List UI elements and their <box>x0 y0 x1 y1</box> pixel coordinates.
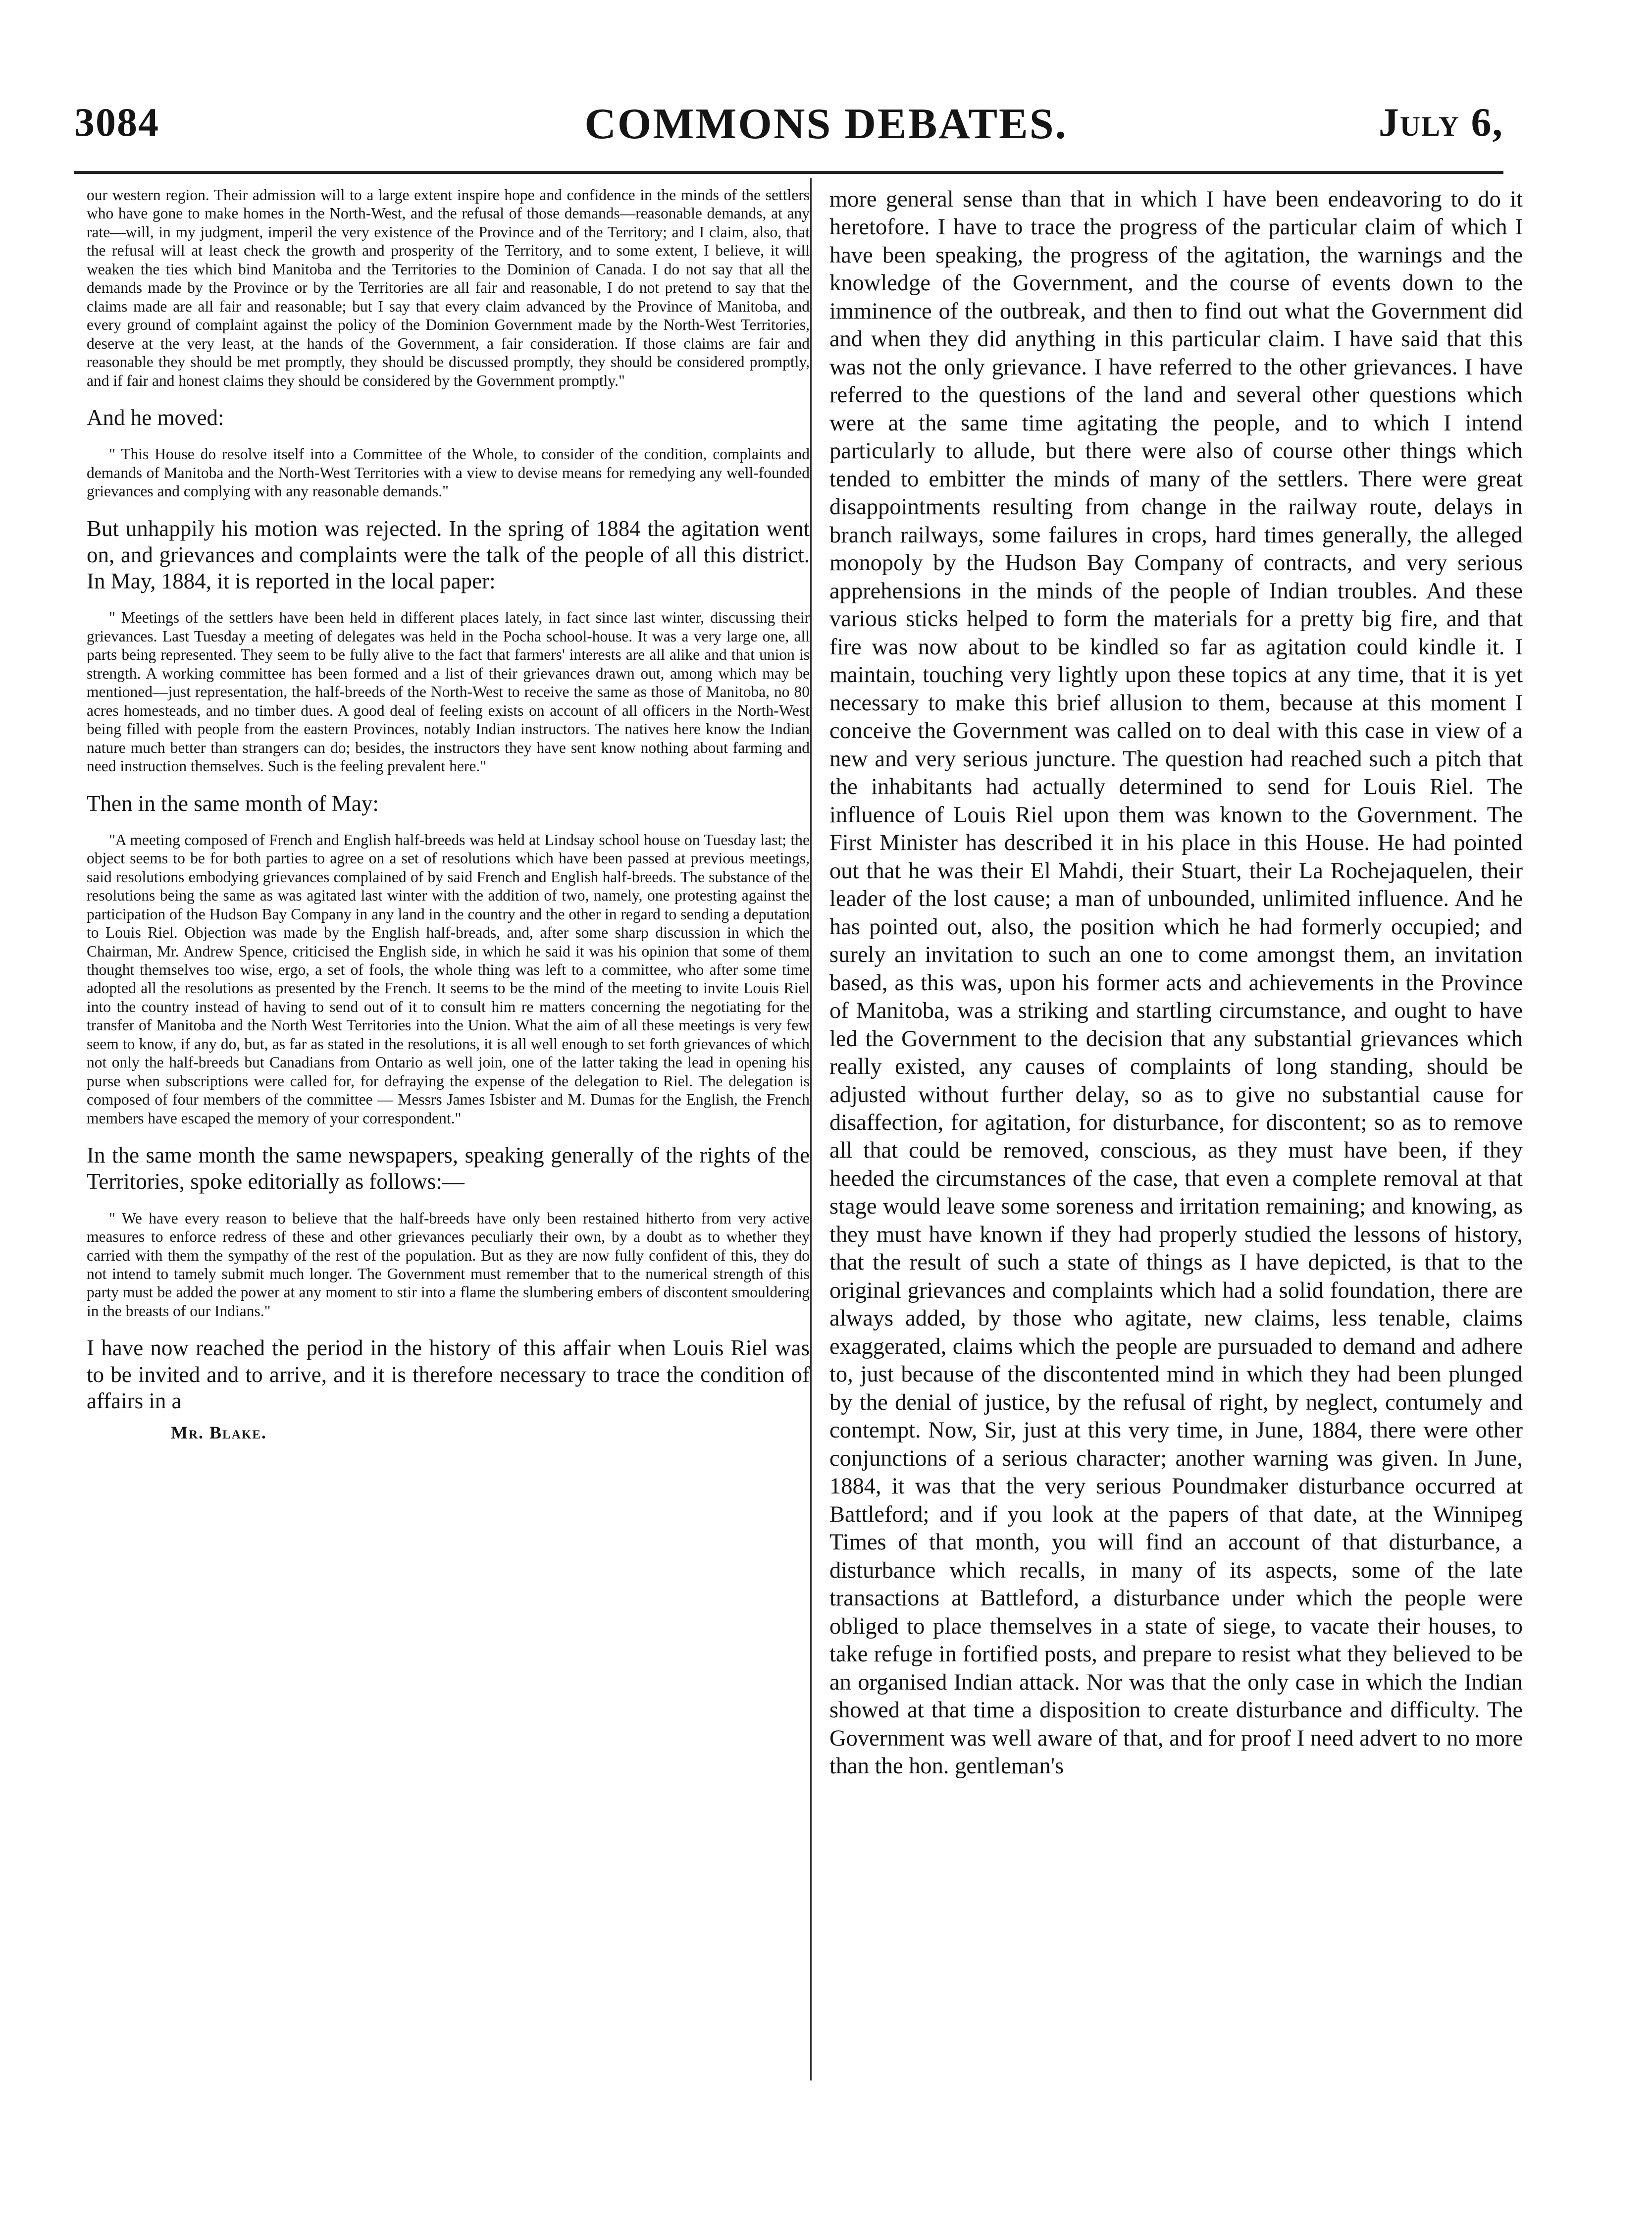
right-column <box>829 186 1523 1795</box>
quote-block: " We have every reason to believe that the half-breeds have only been restained hitherto from very active measures to enforce redress of these and other grievances peculiarly their own, by a doubt as to whether they carried with them the sympathy of the rest of the population. But as they are now fully confident of this, they do not intend to tamely submit much longer. The Government must remember that to the numerical strength of this party must be added the power at any moment to stir into a flame the slumbering embers of discontent smouldering in the breasts of our Indians." <box>87 1209 810 1320</box>
running-title: COMMONS DEBATES. <box>584 100 1068 148</box>
column-divider <box>810 178 812 2080</box>
body-paragraph: But unhappily his motion was rejected. In the spring of 1884 the agitation went on, and grievances and complaints were the talk of the people of all this district. In May, 1884, it is reported in the local paper: <box>87 516 810 594</box>
body-paragraph: more general sense than that in which I have been endeavoring to do it heretofore. I have to trace the progress of the particular claim of which I have been speaking, the progress of the agitation, the warnings and the knowledge of the Government, and the course of events down to the imminence of the outbreak, and then to find out what the Government did and when they did anything in this particular claim. I have said that this was not the only grievance. I have referred to the other grievances. I have referred to the questions of the land and several other questions which were at the same time agitating the people, and to which I intend particularly to allude, but there were also of course other things which tended to embitter the minds of many of the settlers. There were great disappointments resulting from change in the railway route, delays in branch railways, some failures in crops, hard times generally, the alleged monopoly by the Hudson Bay Company of contracts, and very serious apprehensions in the minds of the people of Indian troubles. And these various sticks helped to form the materials for a pretty big fire, and that fire was now about to be kindled so far as agitation could kindle it. I maintain, touching very lightly upon these topics at any time, that it is yet necessary to make this brief allusion to them, because at this moment I conceive the Government was called on to deal with this case in view of a new and very serious juncture. The question had reached such a pitch that the inhabitants had actually determined to send for Louis Riel. The influence of Louis Riel upon them was known to the Government. The First Minister has described it in his place in this House. He had pointed out that he was their El Mahdi, their Stuart, their La Rochejaquelen, their leader of the lost cause; a man of unbounded, unlimited influence. And he has pointed out, also, the position which he had formerly occupied; and surely an invitation to such an one to come amongst them, an invitation based, as this was, upon his former acts and achievements in the Province of Manitoba, was a striking and startling circumstance, and ought to have led the Government to the decision that any substantial grievances which really existed, any causes of complaints of long standing, should be adjusted without further delay, so as to give no substantial cause for disaffection, for agitation, for disturbance, for discontent; so as to remove all that could be removed, conscious, as they must have been, if they heeded the circumstances of the case, that even a complete removal at that stage would leave some soreness and irritation remaining; and knowing, as they must have known if they had properly studied the lessons of history, that the result of such a state of things as I have depicted, is that to the original grievances and complaints which had a solid foundation, there are always added, by those who agitate, new claims, less tenable, claims exaggerated, claims which the people are pursuaded to demand and adhere to, just because of the discontented mind in which they had been plunged by the denial of justice, by the refusal of right, by neglect, contumely and contempt. Now, Sir, just at this very time, in June, 1884, there were other conjunctions of a serious character; another warning was given. In June, 1884, it was that the very serious Poundmaker disturbance occurred at Battleford; and if you look at the papers of that date, at the Winnipeg Times of that month, you will find an account of that disturbance, a disturbance which recalls, in many of its aspects, some of the late transactions at Battleford, a disturbance under which the people were obliged to place themselves in a state of siege, to vacate their houses, to take refuge in fortified posts, and prepare to resist what they believed to be an organised Indian attack. Nor was that the only case in which the Indian showed at that time a disposition to create disturbance and difficulty. The Government was well aware of that, and for proof I need advert to no more than the hon. gentleman's <box>829 187 1523 1779</box>
body-paragraph: I have now reached the period in the history of this affair when Louis Riel was to be invited and to arrive, and it is therefore necessary to trace the condition of affairs in a <box>87 1335 810 1413</box>
page-date: July 6, <box>1378 100 1503 145</box>
body-paragraph: Then in the same month of May: <box>87 791 379 816</box>
quote-block: " Meetings of the settlers have been held in different places lately, in fact since last winter, discussing their grievances. Last Tuesday a meeting of delegates was held in the Pocha school-house. It was a very large one, all parts being represented. They seem to be fully alive to the fact that farmers' interests are all alike and that union is strength. A working committee has been formed and a list of their grievances drawn out, among which may be mentioned—just representation, the half-breeds of the North-West to receive the same as those of Manitoba, no 80 acres homesteads, and no timber dues. A good deal of feeling exists on account of all officers in the North-West being filled with people from the eastern Provinces, notably Indian instructors. The natives here know the Indian nature much better than strangers can do; besides, the instructors they have sent know nothing about farming and need instruction themselves. Such is the feeling prevalent here." <box>87 609 810 775</box>
page-number: 3084 <box>74 100 159 145</box>
page-header <box>0 99 1652 163</box>
quote-block: our western region. Their admission will to a large extent inspire hope and confidence in the minds of the settlers who have gone to make homes in the North-West, and the refusal of those demands—reasonable demands, at any rate—will, in my judgment, imperil the very existence of the Province and of the Territory; and I claim, also, that the refusal will at least check the growth and prosperity of the Territory, and to some extent, I believe, it will weaken the ties which bind Manitoba and the Territories to the Dominion of Canada. I do not say that all the demands made by the Province or by the Territories are all fair and reasonable, I do not pretend to say that the claims made are all fair and reasonable; but I say that every claim advanced by the Province of Manitoba, and every ground of complaint against the policy of the Dominion Government made by the North-West Territories, deserve at the very least, at the hands of the Government, a fair consideration. If those claims are fair and reasonable they should be met promptly, they should be discussed promptly, they should be considered promptly, and if fair and honest claims they should be considered by the Government promptly." <box>87 186 810 389</box>
header-rule <box>74 171 1503 174</box>
quote-block: "A meeting composed of French and English half-breeds was held at Lindsay school house on Tuesday last; the object seems to be for both parties to agree on a set of resolutions which have been passed at previous meetings, said resolutions embodying grievances complained of by said French and English half-breeds. The substance of the resolutions being the same as was agitated last winter with the addition of two, namely, one protesting against the participation of the Hudson Bay Company in any land in the country and the other in regard to sending a deputation to Louis Riel. Objection was made by the English half-breads, and, after some sharp discussion in which the Chairman, Mr. Andrew Spence, criticised the English side, in which he said it was his opinion that some of them thought themselves too wise, ergo, a set of fools, the whole thing was left to a committee, who after some time adopted all the resolutions as presented by the French. It seems to be the mind of the meeting to invite Louis Riel into the country instead of having to send out of it to consult him re matters concerning the negotiating for the transfer of Manitoba and the North West Territories into the Union. What the aim of all these meetings is very few seem to know, if any do, but, as far as stated in the resolutions, it is all well enough to set forth grievances of which not only the half-breeds but Canadians from Ontario as well join, one of the latter taking the lead in opening his purse when subscriptions were called for, for defraying the expense of the delegation to Riel. The delegation is composed of four members of the committee — Messrs James Isbister and M. Dumas for the English, the French members have escaped the memory of your correspondent." <box>87 831 810 1127</box>
speaker-name: Mr. Blake. <box>171 1422 267 1442</box>
left-column <box>87 186 810 1443</box>
body-paragraph: In the same month the same newspapers, speaking generally of the rights of the Territories, spoke editorially as follows:— <box>87 1143 810 1194</box>
quote-block: " This House do resolve itself into a Committee of the Whole, to consider of the condition, complaints and demands of Manitoba and the North-West Territories with a view to devise means for remedying any well-founded grievances and complying with any reasonable demands." <box>87 445 810 500</box>
body-paragraph: And he moved: <box>87 405 224 430</box>
